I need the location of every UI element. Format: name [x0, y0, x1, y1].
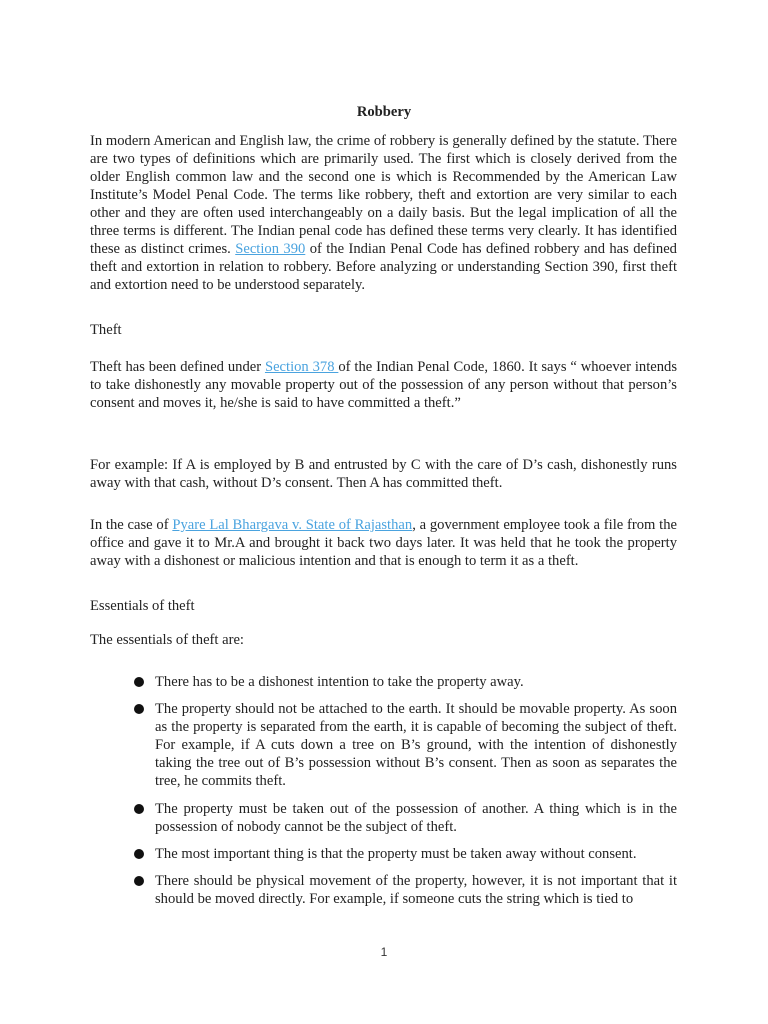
page-number: 1 — [380, 945, 388, 959]
intro-text-2: of the Indian Penal Code has defined robbery and has defined theft and extortion in relation to robbery. Before analyzing or understanding Section 390, first theft and extortion need to be understood separately. — [90, 241, 677, 293]
case-text-1: In the case of — [90, 517, 173, 533]
list-item — [130, 673, 677, 691]
bullet-icon — [134, 876, 144, 886]
list-item — [130, 872, 677, 908]
list-item-text: The most important thing is that the property must be taken away without consent. — [155, 846, 637, 862]
essentials-intro: The essentials of theft are: — [90, 632, 244, 648]
intro-paragraph — [90, 132, 677, 294]
list-item — [130, 700, 677, 790]
bullet-icon — [134, 849, 144, 859]
list-item-text: There should be physical movement of the property, however, it is not important that it should be moved directly. For example, if someone cuts the string which is tied to — [155, 873, 677, 907]
intro-text-1: In modern American and English law, the crime of robbery is generally defined by the statute. There are two types of definitions which are primarily used. The first which is closely derived from the older English common law and the second one is which is Recommended by the American Law Institute’s Model Penal Code. The terms like robbery, theft and extortion are very similar to each other and they are often used interchangeably on a daily basis. But the legal implication of all the three terms is different. The Indian penal code has defined these terms very clearly. It has identified these as distinct crimes. — [90, 133, 677, 257]
list-item — [130, 845, 677, 863]
essentials-heading: Essentials of theft — [90, 598, 195, 614]
list-item-text: The property must be taken out of the possession of another. A thing which is in the possession of nobody cannot be the subject of theft. — [155, 801, 677, 835]
section-378-link[interactable]: Section 378 — [264, 359, 339, 375]
case-text-2: , a government employee took a file from the office and gave it to Mr.A and brought it back two days later. It was held that he took the property away with a dishonest or malicious intention and that is enough to term it as a theft. — [90, 517, 677, 569]
bullet-icon — [134, 704, 144, 714]
bullet-icon — [134, 804, 144, 814]
theft-def-text-2: of the Indian Penal Code, 1860. It says “ whoever intends to take dishonestly any movable property out of the possession of any person without that person’s consent and moves it, he/she is said to have committed a theft.” — [90, 359, 677, 411]
document-title: Robbery — [356, 104, 412, 120]
theft-heading: Theft — [90, 322, 122, 338]
theft-def-text-1: Theft has been defined under — [90, 359, 265, 375]
case-paragraph — [90, 516, 677, 570]
example-paragraph: For example: If A is employed by B and entrusted by C with the care of D’s cash, dishonestly runs away with that cash, without D’s consent. Then A has committed theft. — [90, 457, 677, 491]
section-390-link[interactable]: Section 390 — [235, 241, 306, 257]
theft-definition-paragraph — [90, 358, 677, 412]
bullet-icon — [134, 677, 144, 687]
list-item-text: The property should not be attached to the earth. It should be movable property. As soon as the property is separated from the earth, it is capable of becoming the subject of theft. For example, if A cuts down a tree on B’s ground, with the intention of dishonestly taking the tree out of B’s possession without B’s consent. Then as soon as separates the tree, he commits theft. — [155, 701, 677, 789]
list-item — [130, 800, 677, 836]
case-link[interactable]: Pyare Lal Bhargava v. State of Rajasthan — [172, 517, 413, 533]
list-item-text: There has to be a dishonest intention to take the property away. — [155, 674, 524, 690]
